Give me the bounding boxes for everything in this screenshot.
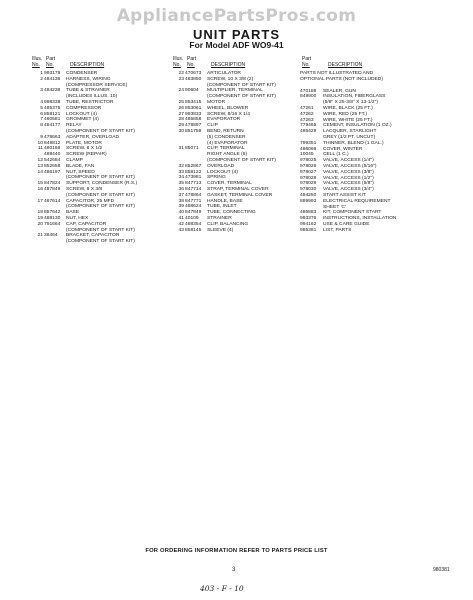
illus-number: 22	[178, 71, 184, 76]
part-description: SEALER, GUN	[323, 88, 356, 94]
part-number: 478897	[185, 123, 202, 129]
part-number: 484136	[44, 76, 61, 82]
part-number: 858121	[44, 111, 61, 117]
part-number: 985381	[300, 227, 317, 233]
illus-number: 27	[178, 111, 184, 117]
part-description: MULTIPLIER, TERMINAL	[207, 88, 263, 94]
illus-number: 4	[40, 99, 43, 105]
part-description: RIGHT ANGLE (6)	[207, 152, 248, 158]
part-number: 488130	[44, 215, 61, 221]
part-number: 852658	[44, 163, 61, 169]
part-number: 484250	[300, 192, 317, 198]
part-description: WIRE, WHITE (25 FT.)	[323, 117, 373, 123]
part-number: 47262	[300, 111, 314, 117]
part-description: SUPPORT, CONDENSER (R.S.)	[66, 181, 138, 187]
illus-no-header: No.	[32, 62, 40, 68]
illus-number: 17	[37, 198, 43, 204]
illus-number: 6	[40, 111, 43, 117]
illus-number: 25	[178, 99, 184, 105]
illus-number: 18	[37, 210, 43, 216]
part-number: 849812	[44, 140, 61, 146]
part-number: 993376	[300, 216, 317, 222]
illus-number: 21	[37, 233, 43, 239]
parts-row	[173, 228, 295, 234]
part-number: 779465	[300, 123, 317, 129]
part-number: 485429	[300, 129, 317, 135]
part-description: SCREW, 8 X 3/8	[66, 186, 103, 192]
part-number: 483850	[185, 76, 202, 82]
illus-header: Illus.	[173, 56, 184, 62]
illus-number: 7	[40, 117, 43, 123]
part-description: GASKET, TERMINAL COVER	[207, 192, 273, 198]
illus-number: 20	[37, 221, 43, 227]
part-number: 478864	[185, 192, 202, 198]
part-number: 484177	[44, 123, 61, 129]
part-number: 470673	[185, 71, 202, 76]
part-description: (COMPRESSOR SERVICE)	[66, 82, 128, 88]
illus-number: 23	[178, 76, 184, 82]
part-number: 858122	[185, 169, 202, 175]
parts-list	[300, 89, 450, 234]
part-description: SCREW, 8 X 1/2	[66, 146, 103, 152]
part-description: VALVE, ACCESS (5/16")	[323, 163, 377, 169]
part-number: 978027	[300, 169, 317, 175]
part-description: VALVE, ACCESS (3/4")	[323, 187, 374, 193]
part-number: 85071	[185, 146, 199, 152]
illus-number: 42	[178, 221, 184, 227]
illus-number: 5	[40, 105, 43, 111]
illus-number: 29	[178, 123, 184, 129]
page-subtitle: For Model ADF WO9-41	[189, 40, 284, 50]
part-description: TUBE & STRAINER	[66, 88, 110, 94]
illus-number: 10	[37, 140, 43, 146]
part-no-header: No.	[187, 62, 195, 68]
part-number: 791664	[44, 221, 61, 227]
part-description: (COMPONENT OF START KIT)	[66, 128, 135, 134]
part-description: START ASSIST KIT	[323, 192, 366, 198]
illus-number: 12	[37, 157, 43, 163]
part-description: BRACKET, CAPACITOR	[66, 233, 120, 239]
part-description: WIRE, RED (25 FT.)	[323, 111, 368, 117]
part-description: USE & CARE GUIDE	[323, 221, 370, 227]
part-description: BASE	[66, 210, 80, 216]
part-number: 47263	[300, 117, 314, 123]
part-description: SCREW, 10 X 3/8 (2)	[207, 76, 254, 82]
illus-no-header: No.	[173, 62, 181, 68]
part-number: 487849	[44, 186, 61, 192]
part-number: 460581	[44, 117, 61, 123]
part-header: Part	[302, 56, 312, 62]
part-description: ADAPTER, OVERLOAD	[66, 134, 119, 140]
illus-number: 43	[178, 227, 184, 233]
part-number: 978029	[300, 181, 317, 187]
part-number: 847713	[185, 181, 202, 187]
part-number: 799351	[300, 140, 317, 146]
illus-number: 31	[178, 146, 184, 152]
illus-header: Illus.	[32, 56, 43, 62]
ordering-info-footer: FOR ORDERING INFORMATION REFER TO PARTS PRICE LIST	[145, 548, 328, 554]
parts-list	[32, 71, 164, 245]
part-description: ELECTRICAL REQUIREMENT	[323, 198, 391, 204]
parts-column-3	[300, 57, 450, 234]
part-description: (COMPONENT OF START KIT)	[66, 227, 135, 233]
part-number: 978025	[300, 158, 317, 164]
part-description: SCREW, 8/16 X 1/4	[207, 111, 250, 117]
part-number: 485375	[44, 105, 61, 111]
part-number: 90604	[185, 88, 199, 94]
part-description: COVER, WINTER	[323, 146, 363, 152]
parts-row	[32, 239, 164, 245]
part-number: 40109	[185, 215, 199, 221]
part-description: (COMPONENT OF START KIT)	[66, 175, 135, 181]
part-description: (INCLUDES ILLUS. 10)	[66, 94, 118, 100]
part-number: 473981	[185, 175, 202, 181]
part-description: (COMPONENT OF START KIT)	[207, 82, 276, 88]
illus-number: 3	[40, 88, 43, 94]
part-description: HANDLE, BASE	[207, 198, 243, 204]
part-number: 998338	[44, 99, 61, 105]
part-description: CAP, CAPACITOR	[66, 221, 107, 227]
part-number: 542684	[44, 157, 61, 163]
part-number: 467614	[44, 198, 61, 204]
part-description: LOCKOUT (4)	[66, 111, 97, 117]
part-description: VALVE, ACCESS (1/2")	[323, 175, 374, 181]
illus-number: 19	[37, 215, 43, 221]
part-number: 978030	[300, 187, 317, 193]
part-description: CELL (1 C.)	[323, 152, 349, 158]
part-description: TUBE, CONNECTING	[207, 210, 256, 216]
part-description: SCREW (REPAIR)	[66, 152, 107, 158]
part-description: PLATE, MOTOR	[66, 140, 102, 146]
part-number: 993833	[185, 111, 202, 117]
part-number: 470188	[300, 88, 317, 94]
illus-number: 14	[37, 169, 43, 175]
part-description: TUBE, INLET	[207, 204, 237, 210]
part-number: 486066	[300, 146, 317, 152]
part-number: 851759	[185, 128, 202, 134]
handwritten-note: 403 - F - 10	[200, 584, 244, 593]
part-number: 484238	[44, 88, 61, 94]
illus-number: 2	[40, 76, 43, 82]
part-number: 978026	[300, 163, 317, 169]
part-description: NUT, SPEED	[66, 169, 95, 175]
part-description: THINNER, BLEND (1 GAL.)	[323, 140, 384, 146]
part-number: 488624	[185, 204, 202, 210]
not-illustrated-note	[300, 71, 450, 83]
part-no-header: No.	[46, 62, 54, 68]
part-description: WIRE, BLACK (25 FT.)	[323, 105, 373, 111]
part-description: (5) CONDENSER	[207, 134, 246, 140]
parts-column-2	[173, 57, 295, 233]
part-no-header: No.	[302, 62, 310, 68]
note-line: PARTS NOT ILLUSTRATED AND	[300, 71, 374, 76]
part-description: VALVE, ACCESS (3/8")	[323, 169, 374, 175]
illus-number: 1	[40, 71, 43, 76]
part-number: 857642	[44, 210, 61, 216]
page-title: UNIT PARTS	[192, 27, 281, 42]
part-description: CONDENSER	[66, 71, 98, 76]
part-number: 36464	[44, 233, 58, 239]
part-number: 485883	[300, 210, 317, 216]
illus-number: 9	[40, 134, 43, 140]
description-header: DESCRIPTION	[211, 62, 246, 68]
illus-number: 26	[178, 105, 184, 111]
illus-number: 37	[178, 192, 184, 198]
part-description: SHEET 'C'	[323, 204, 346, 210]
part-description: STRAINER	[207, 215, 232, 221]
part-number: 853415	[185, 99, 202, 105]
part-description: KIT, COMPONENT START	[323, 210, 382, 216]
illus-number: 13	[37, 163, 43, 169]
part-description: INSTRUCTIONS, INSTALLATION	[323, 216, 397, 222]
part-number: 847849	[185, 210, 202, 216]
part-number: 993179	[44, 71, 61, 76]
part-number: 47261	[300, 105, 314, 111]
part-description: (COMPONENT OF START KIT)	[207, 94, 276, 100]
part-description: GREY (1/2 PT. UNCUT)	[323, 134, 376, 140]
part-description: RELAY	[66, 123, 82, 129]
illus-number: 38	[178, 198, 184, 204]
part-description: OVERLOAD	[207, 163, 235, 169]
part-description: COMPRESSOR	[66, 105, 102, 111]
description-header: DESCRIPTION	[70, 62, 105, 68]
illus-number: 16	[37, 186, 43, 192]
illus-number: 33	[178, 169, 184, 175]
part-description: (COMPONENT OF START KIT)	[66, 239, 135, 245]
column-header	[300, 57, 450, 71]
part-number: 994162	[300, 221, 317, 227]
note-line: OPTIONAL PARTS (NOT INCLUDED)	[300, 76, 383, 82]
part-description: STRAP, TERMINAL COVER	[207, 186, 269, 192]
part-description: CAPACITOR, 25 MFD	[66, 198, 115, 204]
part-number: 488440	[44, 152, 61, 158]
part-number: 889993	[300, 198, 317, 204]
column-header	[32, 57, 164, 71]
part-description: INSULATION, FIBERGLASS	[323, 94, 386, 100]
part-number: 858145	[185, 227, 202, 233]
illus-number: 11	[37, 146, 43, 152]
part-description: LACQUER, STARLIGHT	[323, 129, 377, 135]
part-description: NUT, HEX	[66, 215, 89, 221]
part-description: (COMPONENT OF START KIT)	[66, 204, 135, 210]
part-description: HARNESS, WIRING	[66, 76, 111, 82]
column-header	[173, 57, 295, 71]
part-description: MOTOR	[207, 99, 226, 105]
part-number: 486197	[44, 169, 61, 175]
part-description: BLADE, FAN	[66, 163, 95, 169]
part-description: CLAMP	[66, 157, 83, 163]
part-number: 847824	[44, 181, 61, 187]
description-header: DESCRIPTION	[328, 62, 363, 68]
part-number: 978028	[300, 175, 317, 181]
part-number: 478663	[44, 134, 61, 140]
illus-number: 39	[178, 204, 184, 210]
illus-number: 30	[178, 128, 184, 134]
parts-list	[173, 71, 295, 233]
part-description: CLIP, BALANCING	[207, 221, 249, 227]
part-description: CLIP	[207, 123, 218, 129]
part-description: VALVE, ACCESS (1/4")	[323, 158, 374, 164]
part-number: 852867	[185, 163, 202, 169]
part-number: 853061	[185, 105, 202, 111]
document-code: 980381	[433, 567, 450, 573]
part-description: GROMMET (4)	[66, 117, 99, 123]
part-description: (4) EVAPORATOR	[207, 140, 248, 146]
illus-number: 28	[178, 117, 184, 123]
part-number: 488354	[185, 221, 202, 227]
part-description: BEND, RETURN	[207, 128, 244, 134]
part-description: VALVE, ACCESS (5/8")	[323, 181, 374, 187]
page-number: 3	[232, 567, 236, 573]
part-description: WHEEL, BLOWER	[207, 105, 249, 111]
part-description: COVER, TERMINAL	[207, 181, 252, 187]
part-description: ARTICULATOR	[207, 71, 241, 76]
part-description: EVAPORATOR	[207, 117, 241, 123]
part-description: (5/8" X 25-3/8" X 13-1/2")	[323, 100, 378, 106]
watermark: AppliancePartsPros.com	[116, 6, 357, 26]
part-number: 480166	[44, 146, 61, 152]
parts-row	[300, 228, 450, 234]
illus-number: 40	[178, 210, 184, 216]
part-number: 485858	[185, 117, 202, 123]
part-description: (COMPONENT OF START KIT)	[66, 192, 135, 198]
part-number: 847714	[185, 186, 202, 192]
illus-number: 15	[37, 181, 43, 187]
part-description: SLEEVE (4)	[207, 227, 234, 233]
illus-number: 41	[178, 215, 184, 221]
part-description: SPRING	[207, 175, 226, 181]
illus-number: 8	[40, 123, 43, 129]
part-description: TUBE, RESTRICTOR	[66, 99, 114, 105]
illus-number: 36	[178, 186, 184, 192]
part-description: LIST, PARTS	[323, 227, 352, 233]
illus-number: 35	[178, 181, 184, 187]
part-number: 847771	[185, 198, 202, 204]
illus-number: 34	[178, 175, 184, 181]
parts-column-1	[32, 57, 164, 245]
illus-number: 24	[178, 88, 184, 94]
part-number: 849900	[300, 94, 317, 100]
part-number: 10045	[300, 152, 314, 158]
part-header: Part	[46, 56, 56, 62]
part-description: CEMENT, INSULATION (1 OZ.)	[323, 123, 392, 129]
part-description: (COMPONENT OF START KIT)	[207, 157, 276, 163]
illus-number: 32	[178, 163, 184, 169]
part-header: Part	[187, 56, 197, 62]
part-description: LOCKOUT (4)	[207, 169, 238, 175]
part-description: CLIP, TERMINAL	[207, 146, 245, 152]
